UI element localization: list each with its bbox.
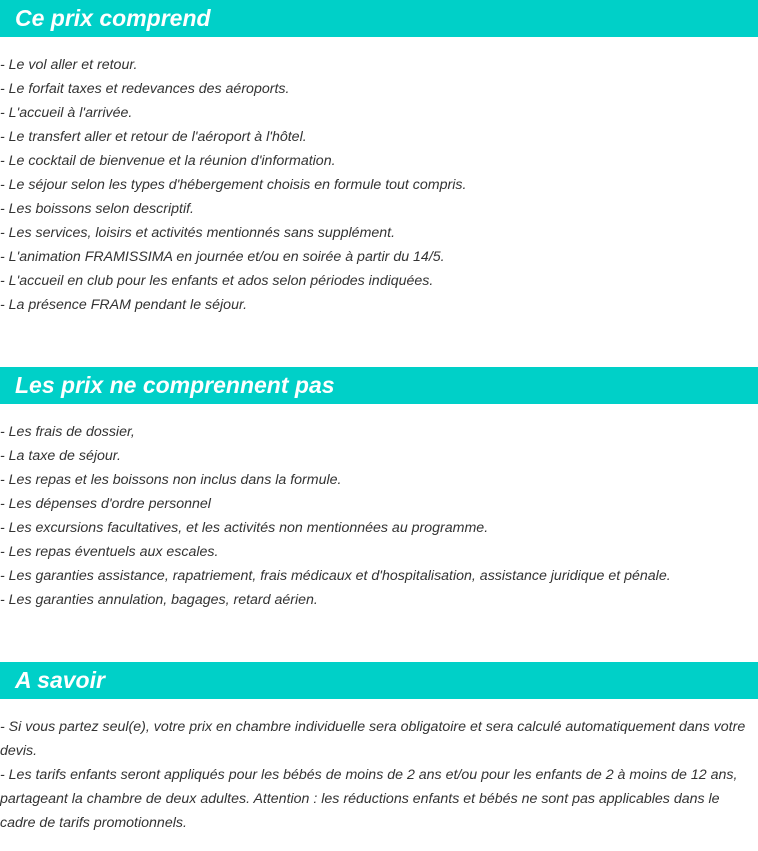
list-item: - L'accueil en club pour les enfants et ados selon périodes indiquées. — [0, 273, 434, 289]
not-included-list — [0, 420, 758, 612]
good-to-know-list — [0, 715, 758, 835]
list-item: - Les excursions facultatives, et les activités non mentionnées au programme. — [0, 520, 489, 536]
section-header-included — [0, 0, 758, 37]
list-item: - Les boissons selon descriptif. — [0, 201, 194, 217]
list-item: - Le transfert aller et retour de l'aéroport à l'hôtel. — [0, 129, 307, 145]
list-item: - Le vol aller et retour. — [0, 57, 138, 73]
section-header-good-to-know — [0, 662, 758, 699]
list-item: - Les frais de dossier, — [0, 424, 135, 440]
section-title-included: Ce prix comprend — [15, 5, 211, 31]
list-item: - Les services, loisirs et activités mentionnés sans supplément. — [0, 225, 396, 241]
list-item: - Les dépenses d'ordre personnel — [0, 496, 211, 512]
list-item: - Les garanties annulation, bagages, retard aérien. — [0, 592, 318, 608]
list-item: - Les tarifs enfants seront appliqués pour les bébés de moins de 2 ans et/ou pour les enfants de 2 à moins de 12 ans, partageant la chambre de deux adultes. Attention : les réductions enfants et bébés ne sont pas applicables dans le cadre de tarifs promotionnels. — [0, 767, 738, 831]
list-item: - L'accueil à l'arrivée. — [0, 105, 133, 121]
list-item: - Le séjour selon les types d'hébergement choisis en formule tout compris. — [0, 177, 467, 193]
list-item: - Les repas et les boissons non inclus dans la formule. — [0, 472, 342, 488]
list-item: - Le cocktail de bienvenue et la réunion d'information. — [0, 153, 336, 169]
list-item: - Les garanties assistance, rapatriement, frais médicaux et d'hospitalisation, assistance juridique et pénale. — [0, 568, 671, 584]
list-item: - L'animation FRAMISSIMA en journée et/ou en soirée à partir du 14/5. — [0, 249, 445, 265]
list-item: - La présence FRAM pendant le séjour. — [0, 297, 248, 313]
list-item: - Les repas éventuels aux escales. — [0, 544, 219, 560]
section-title-not-included: Les prix ne comprennent pas — [15, 372, 335, 398]
list-item: - La taxe de séjour. — [0, 448, 121, 464]
section-header-not-included — [0, 367, 758, 404]
section-title-good-to-know: A savoir — [15, 667, 105, 693]
list-item: - Le forfait taxes et redevances des aéroports. — [0, 81, 290, 97]
list-item: - Si vous partez seul(e), votre prix en chambre individuelle sera obligatoire et sera calculé automatiquement dans votre devis. — [0, 719, 746, 759]
included-list — [0, 53, 758, 317]
